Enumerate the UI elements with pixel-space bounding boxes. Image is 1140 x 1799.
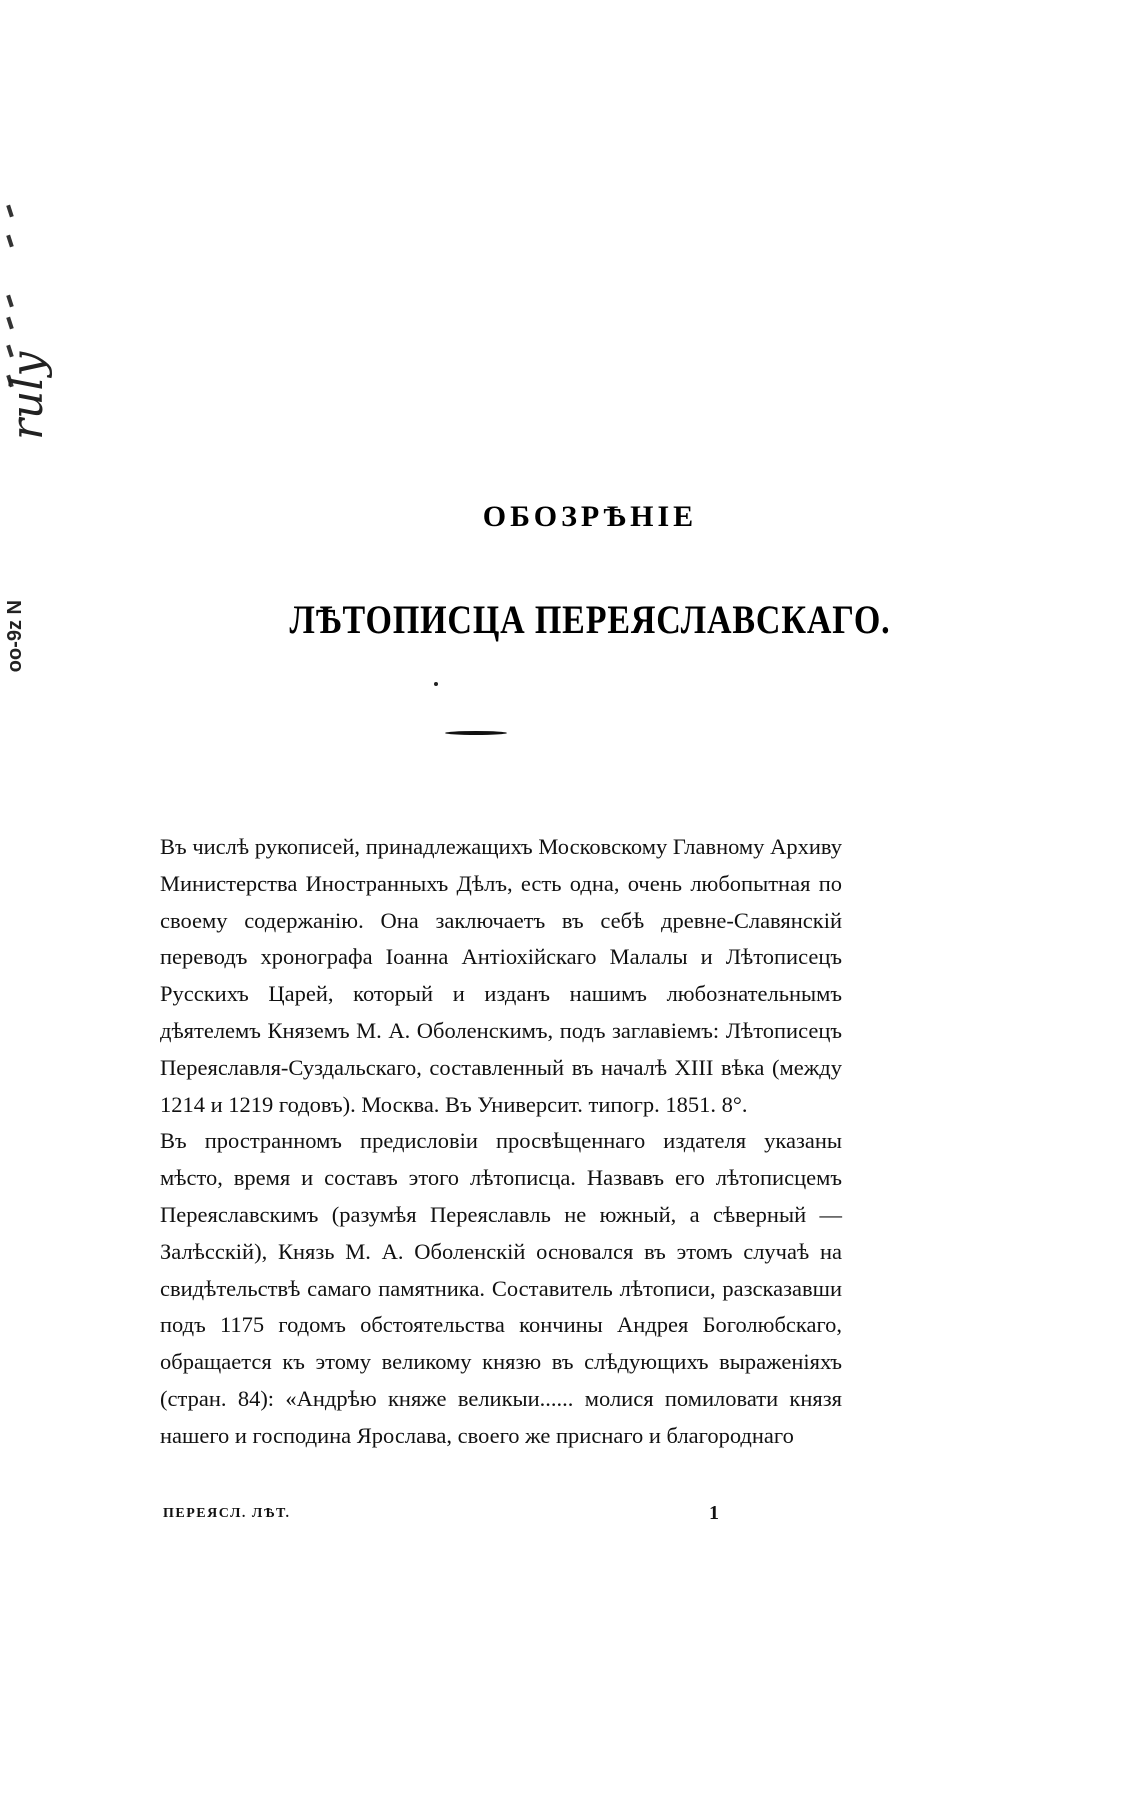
title-rule — [445, 731, 507, 735]
page-footer — [163, 1502, 723, 1530]
signature-mark: ПЕРЕЯСЛ. ЛѢТ. — [163, 1506, 291, 1521]
body-text — [160, 829, 842, 1455]
call-number: oo-9z N — [4, 600, 26, 673]
margin-tick — [6, 205, 14, 218]
page-subtitle: ЛѢТОПИСЦА ПЕРЕЯСЛАВСКАГО. — [289, 597, 891, 642]
margin-marks — [0, 205, 26, 765]
library-stamp: ruly — [2, 351, 53, 440]
page-number: 1 — [709, 1502, 719, 1524]
paragraph: Въ числѣ рукописей, принадлежащихъ Московскому Главному Архиву Министерства Иностранныхъ Дѣлъ, есть одна, очень любопытная по своему содержанію. Она заключаетъ въ себѣ древне-Славянскій переводъ хронографа Іоанна Антіохійскаго Малалы и Лѣтописецъ Русскихъ Царей, который и изданъ нашимъ любознательнымъ дѣятелемъ Княземъ М. А. Оболенскимъ, подъ заглавіемъ: Лѣтописецъ Переяславля-Суздальскаго, составленный въ началѣ XIII вѣка (между 1214 и 1219 годовъ). Москва. Въ Университ. типогр. 1851. 8°. — [160, 834, 842, 1117]
margin-tick — [6, 317, 14, 330]
page-title: ОБОЗРѢНІЕ — [482, 500, 698, 533]
ornament-dot — [434, 682, 438, 686]
margin-tick — [6, 295, 14, 308]
paragraph: Въ пространномъ предисловіи просвѣщеннаго издателя указаны мѣсто, время и составъ этого лѣтописца. Назвавъ его лѣтописцемъ Переяславскимъ (разумѣя Переяславль не южный, а сѣверный — Залѣсскій), Князь М. А. Оболенскій основался въ этомъ случаѣ на свидѣтельствѣ самаго памятника. Составитель лѣтописи, разсказавши подъ 1175 годомъ обстоятельства кончины Андрея Боголюбскаго, обращается къ этому великому князю въ слѣдующихъ выраженіяхъ (стран. 84): «Андрѣю княже великыи...... молися помиловати князя нашего и господина Ярослава, своего же приснаго и благороднаго — [160, 1128, 842, 1448]
margin-tick — [6, 235, 14, 248]
